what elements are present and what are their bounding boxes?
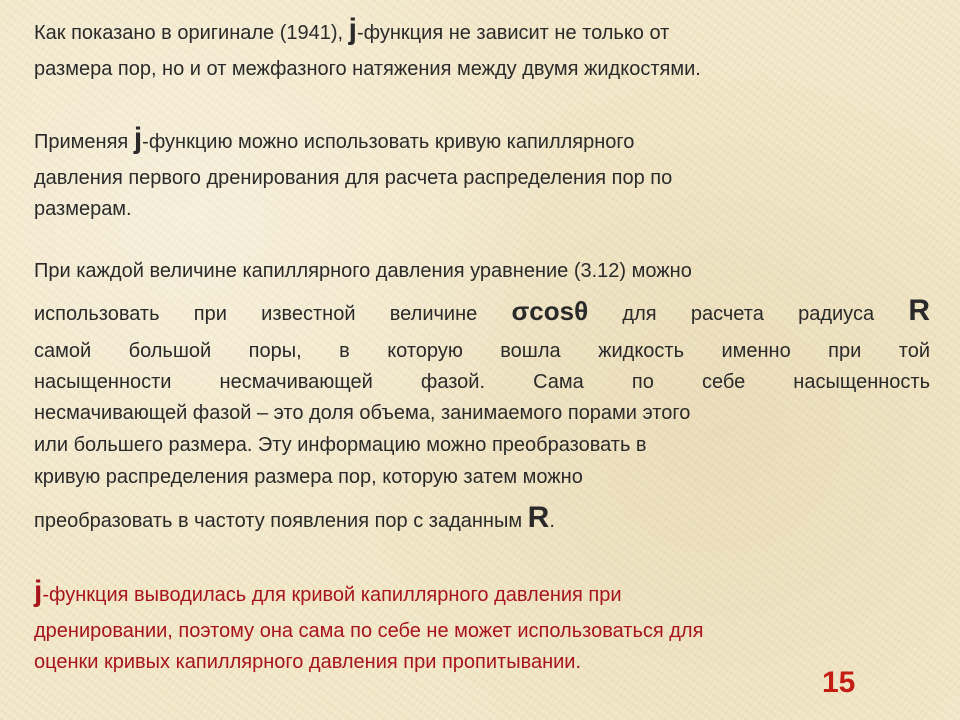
paragraph-2-line-1	[34, 122, 635, 155]
text: -функцию можно использовать кривую капиллярного	[142, 131, 635, 153]
j-symbol: j	[348, 13, 357, 46]
paragraph-1-line-2: размера пор, но и от межфазного натяжения между двумя жидкостями.	[34, 58, 701, 80]
text: .	[549, 510, 555, 532]
paragraph-3-line-4: насыщенности несмачивающей фазой. Сама по себе насыщенность	[34, 371, 930, 393]
radius-symbol: R	[908, 294, 931, 327]
paragraph-3-line-7: кривую распределения размера пор, которую затем можно	[34, 466, 583, 488]
page-number: 15	[822, 666, 856, 699]
text: Применяя	[34, 131, 134, 153]
text: -функция выводилась для кривой капиллярного давления при	[42, 584, 622, 606]
paragraph-2-line-2: давления первого дренирования для расчета распределения пор по	[34, 167, 673, 189]
text: преобразовать в частоту появления пор с заданным	[34, 510, 528, 532]
j-symbol: j	[34, 575, 43, 608]
paragraph-4-line-2: дренировании, поэтому она сама по себе не может использоваться для	[34, 620, 704, 642]
paragraph-3-line-8	[34, 501, 555, 534]
paragraph-3-line-3: самой большой поры, в которую вошла жидкость именно при той	[34, 340, 930, 362]
text: Как показано в оригинале (1941),	[34, 22, 349, 44]
text: использовать при известной величине	[34, 303, 512, 325]
paragraph-1-line-1	[34, 13, 670, 46]
paragraph-4-line-1	[34, 575, 622, 608]
j-symbol: j	[133, 122, 143, 155]
paragraph-3-line-2	[34, 294, 931, 327]
sigma-cos-theta-formula: σcosθ	[511, 296, 589, 326]
text: для расчета радиуса	[588, 303, 909, 325]
paragraph-3-line-6: или большего размера. Эту информацию можно преобразовать в	[34, 434, 647, 456]
paragraph-2-line-3: размерам.	[34, 198, 132, 220]
radius-symbol: R	[527, 501, 550, 534]
paragraph-4-line-3: оценки кривых капиллярного давления при пропитывании.	[34, 651, 582, 673]
text: -функция не зависит не только от	[357, 22, 670, 44]
paragraph-3-line-1: При каждой величине капиллярного давления уравнение (3.12) можно	[34, 260, 692, 282]
paragraph-3-line-5: несмачивающей фазой – это доля объема, занимаемого порами этого	[34, 402, 691, 424]
